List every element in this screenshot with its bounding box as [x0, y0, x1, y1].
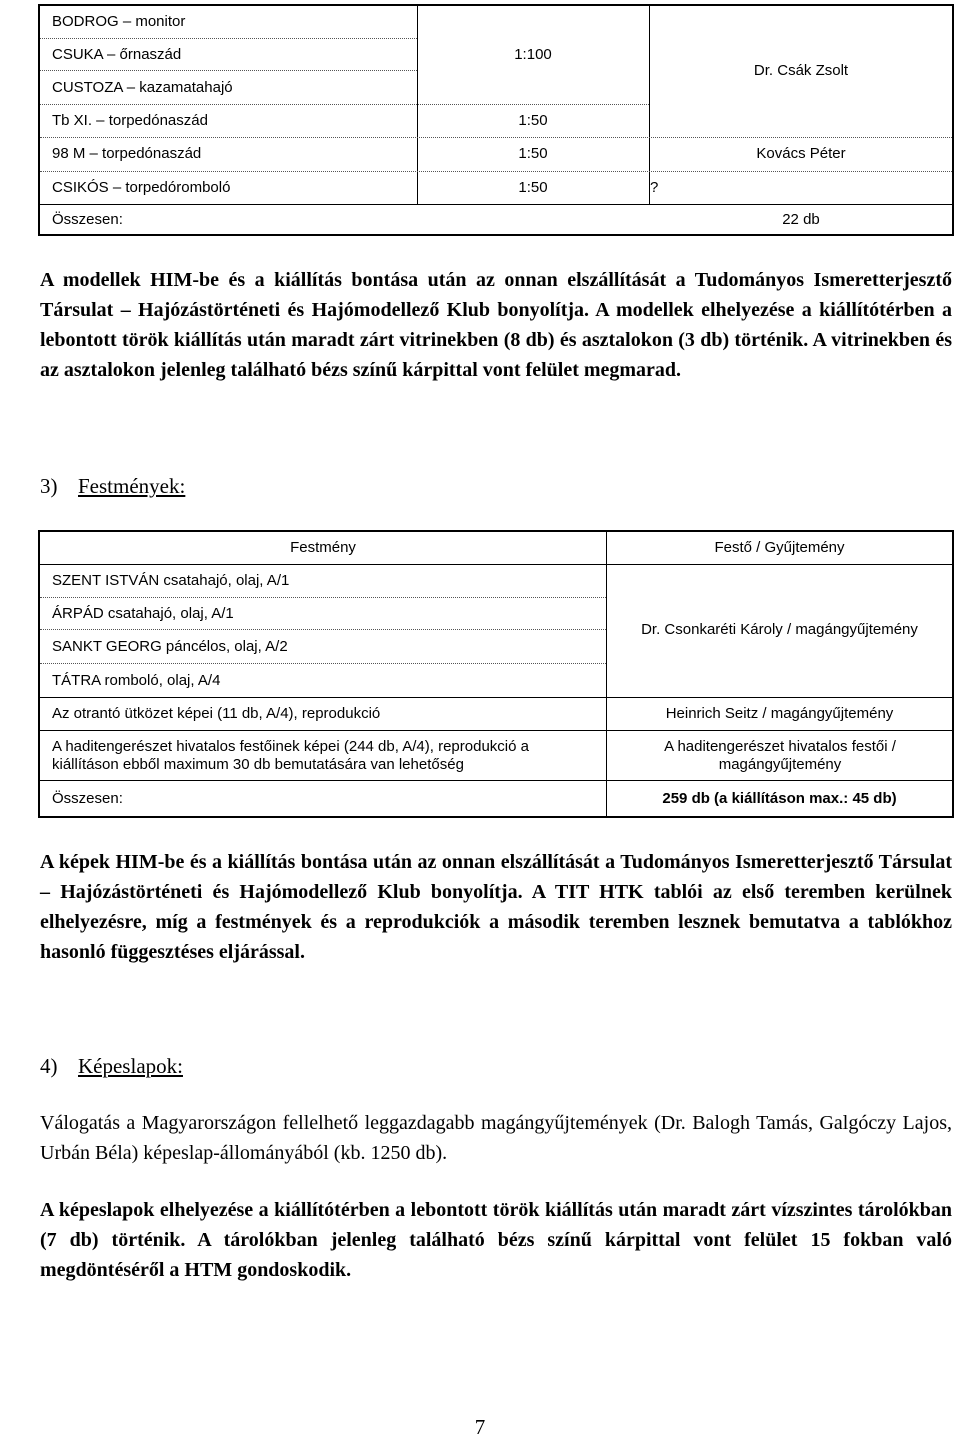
row-separator — [40, 171, 952, 172]
table-divider — [606, 532, 607, 816]
section-number: 3) — [40, 474, 58, 498]
paragraph: A képek HIM-be és a kiállítás bontása után az onnan elszállítását a Tudományos Ismeretterjesztő Társulat – Hajózástörténeti és Hajómodellező Klub bonyolítja. A TIT HTK tablói az első teremben kerülnek elhelyezésre, míg a festmények és a reprodukciók a második teremben lesznek bemutatva a tablókhoz hasonló függesztéses eljárással. — [40, 851, 952, 963]
table-divider — [649, 6, 650, 205]
column-header-painter: Festő / Gyűjtemény — [714, 539, 845, 556]
table-row: BODROG – monitor — [52, 13, 186, 30]
table-row: CSUKA – őrnaszád — [52, 46, 182, 63]
table-row: CUSTOZA – kazamatahajó — [52, 79, 233, 96]
section-title: Képeslapok: — [78, 1054, 183, 1078]
row-separator — [40, 663, 606, 664]
row-separator — [40, 597, 606, 598]
table-row: Az otrantó ütközet képei (11 db, A/4), reprodukció — [52, 705, 381, 722]
paragraph: A képeslapok elhelyezése a kiállítótérben a lebontott török kiállítás után maradt zárt vízszintes tárolókban (7 db) történik. A tárolókban jelenleg található bézs színű kárpittal vont felület 15 fokban való megdöntéséről a HTM gondoskodik. — [40, 1199, 952, 1281]
table-row: A haditengerészet hivatalos festőinek képei (244 db, A/4), reprodukció a kiállításon ebből maximum 30 db bemutatására van lehetőség — [52, 738, 529, 773]
painter-name: Dr. Csonkaréti Károly / magángyűjtemény — [641, 621, 918, 638]
table-row: SANKT GEORG páncélos, olaj, A/2 — [52, 638, 288, 655]
maker-name: Dr. Csák Zsolt — [753, 62, 849, 79]
table-row: 98 M – torpedónaszád — [52, 145, 202, 162]
paragraph: Válogatás a Magyarországon fellelhető leggazdagabb magángyűjtemények (Dr. Balogh Tamás, Galgóczy Lajos, Urbán Béla) képeslap-állományából (kb. 1250 db). — [40, 1112, 952, 1164]
total-label: Összesen: — [52, 211, 123, 228]
row-separator — [40, 38, 417, 39]
total-label: Összesen: — [52, 790, 123, 807]
table-row: TÁTRA romboló, olaj, A/4 — [52, 672, 221, 689]
column-header-painting: Festmény — [290, 539, 356, 556]
painter-name: Heinrich Seitz / magángyűjtemény — [665, 705, 894, 722]
section-heading — [40, 473, 185, 499]
table-row: SZENT ISTVÁN csatahajó, olaj, A/1 — [52, 572, 290, 589]
maker-name: Kovács Péter — [756, 145, 846, 162]
row-separator — [40, 70, 417, 71]
section-number: 4) — [40, 1054, 58, 1078]
page-number: 7 — [474, 1415, 486, 1439]
scale-value: 1:50 — [518, 145, 548, 162]
scale-value: 1:50 — [518, 112, 548, 129]
scale-value: 1:100 — [514, 46, 552, 63]
models-table — [38, 4, 954, 236]
total-separator — [40, 780, 952, 781]
maker-name: ? — [650, 179, 659, 196]
painter-name: A haditengerészet hivatalos festői / magángyűjtemény — [664, 738, 896, 773]
total-value: 259 db (a kiállításon max.: 45 db) — [662, 790, 897, 807]
header-separator — [40, 564, 952, 565]
table-row: Tb XI. – torpedónaszád — [52, 112, 208, 129]
row-separator — [40, 104, 649, 105]
table-row: ÁRPÁD csatahajó, olaj, A/1 — [52, 605, 234, 622]
section-title: Festmények: — [78, 474, 186, 498]
table-row: CSIKÓS – torpedóromboló — [52, 179, 231, 196]
row-separator — [40, 730, 952, 731]
row-separator — [40, 697, 952, 698]
section-heading — [40, 1053, 183, 1079]
row-separator — [40, 137, 952, 138]
row-separator — [40, 629, 606, 630]
scale-value: 1:50 — [518, 179, 548, 196]
paintings-table — [38, 530, 954, 818]
total-separator — [40, 204, 952, 205]
total-value: 22 db — [782, 211, 820, 228]
paragraph: A modellek HIM-be és a kiállítás bontása után az onnan elszállítását a Tudományos Ismeretterjesztő Társulat – Hajózástörténeti és Hajómodellező Klub bonyolítja. A modellek elhelyezése a kiállítótérben a lebontott török kiállítás után maradt zárt vitrinekben (8 db) és asztalokon (3 db) történik. A vitrinekben és az asztalokon jelenleg található bézs színű kárpittal vont felület megmarad. — [40, 269, 952, 381]
table-divider — [417, 6, 418, 205]
